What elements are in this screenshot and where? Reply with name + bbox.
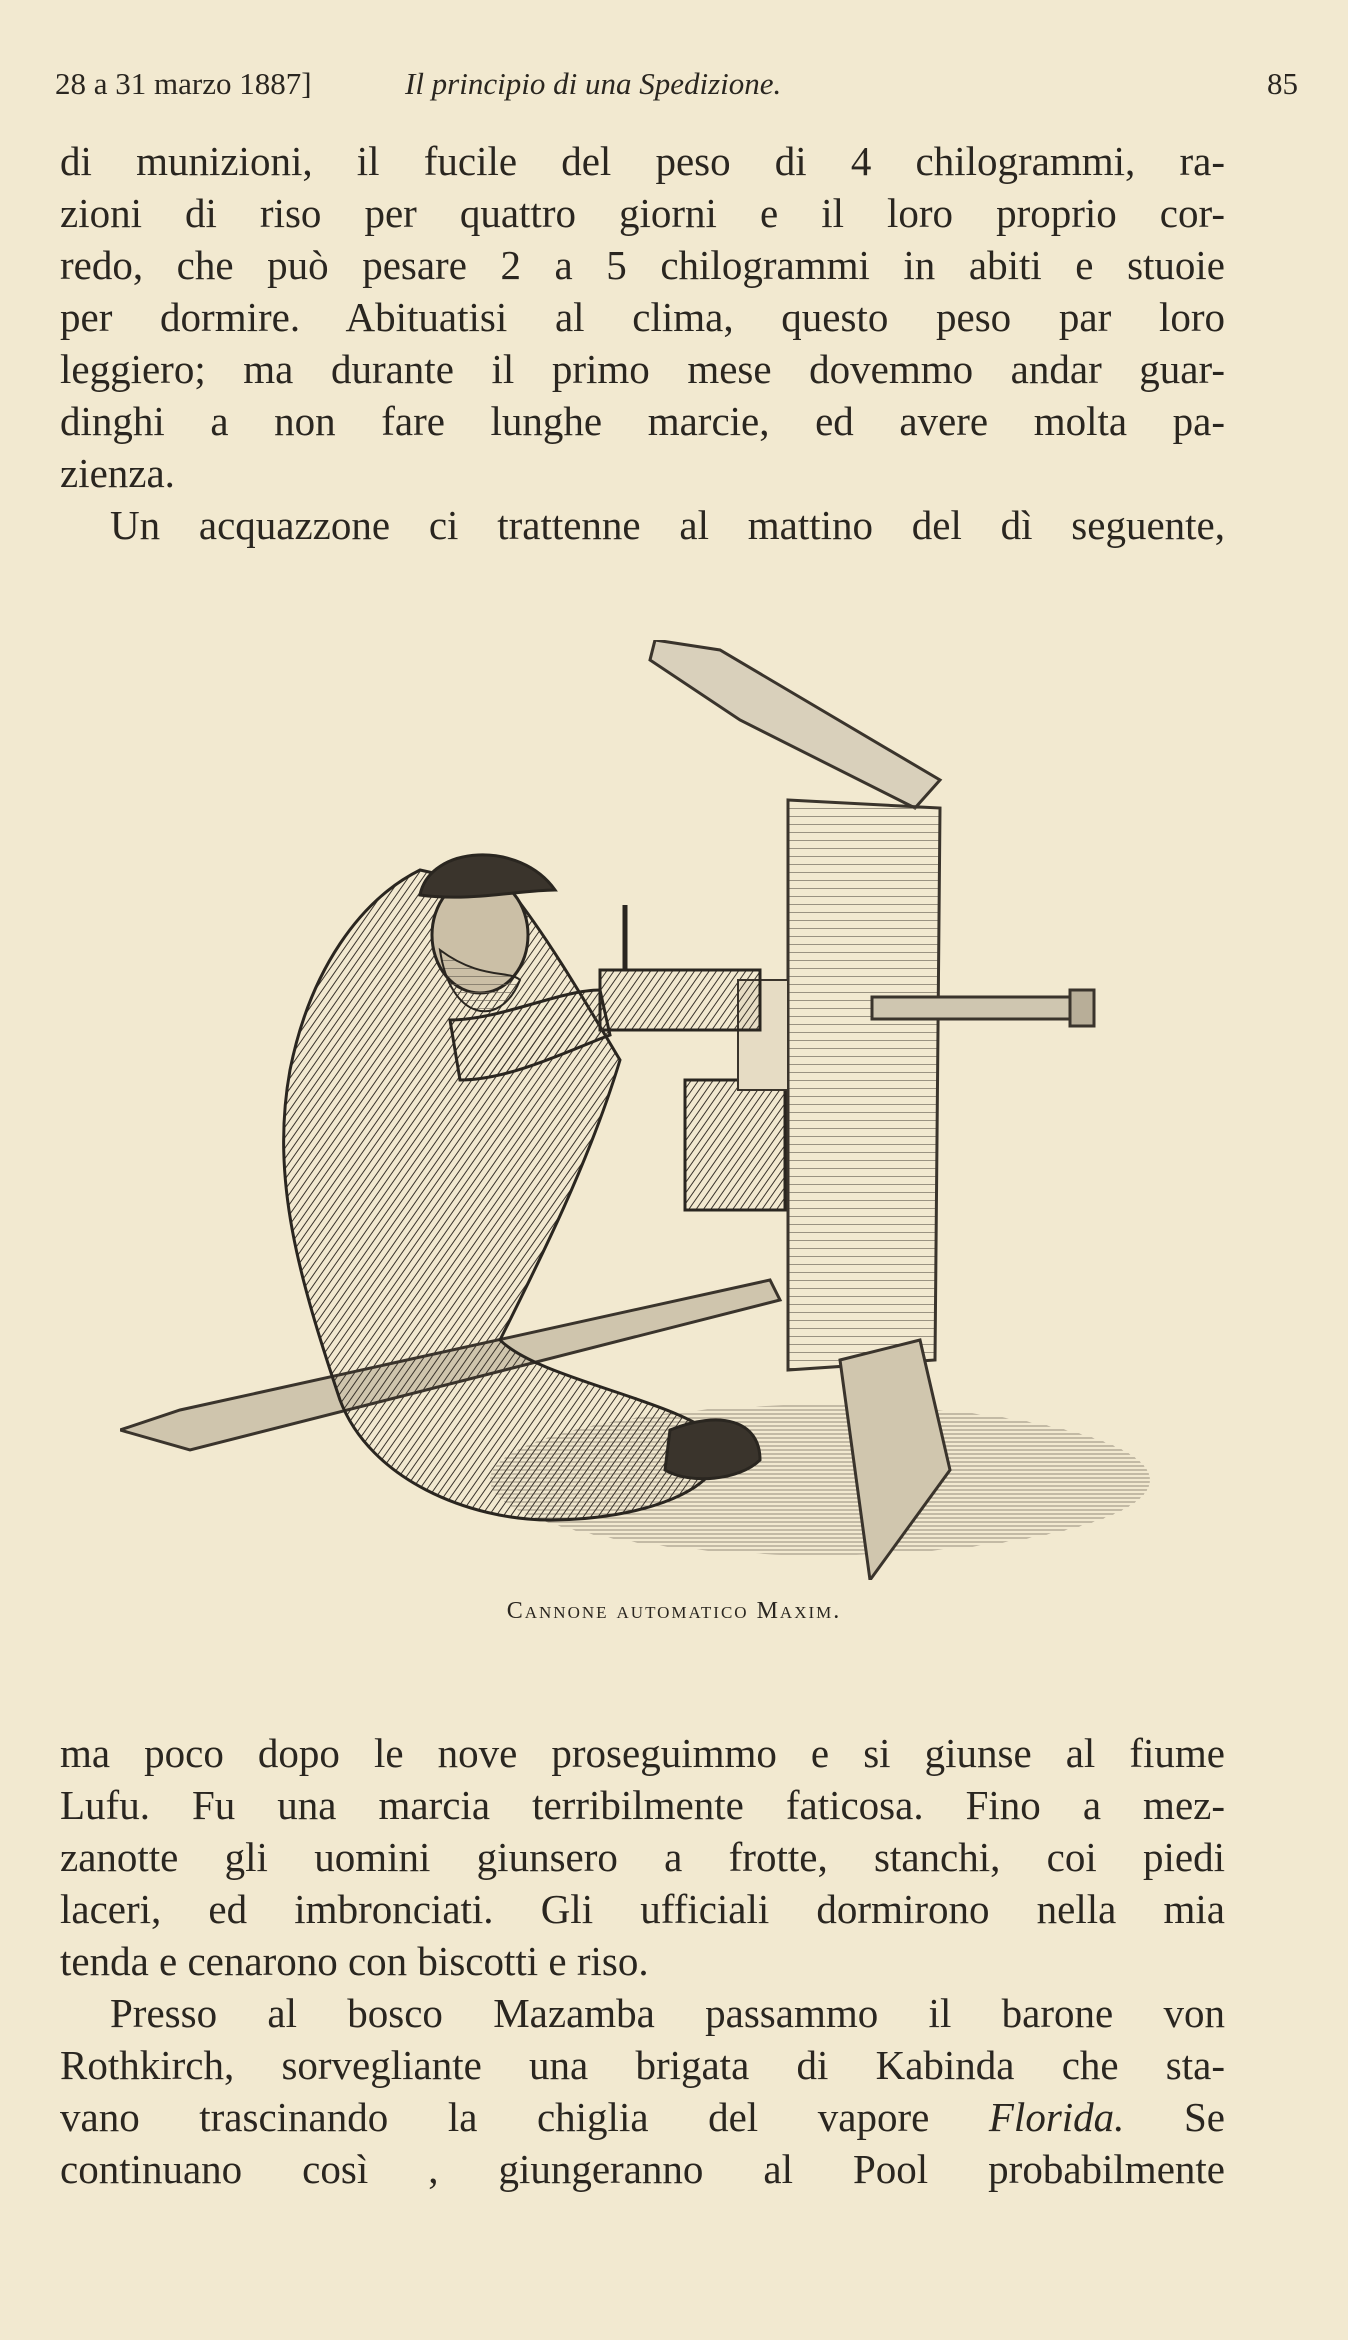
text-line: zanotte gli uomini giunsero a frotte, stanchi, coi piedi xyxy=(60,1834,1225,1880)
text-line: dinghi a non fare lunghe marcie, ed avere molta pa- xyxy=(60,398,1225,444)
text-line-with-ship xyxy=(60,2091,1225,2143)
text-fragment: Se xyxy=(1124,2094,1226,2140)
text-line: di munizioni, il fucile del peso di 4 chilogrammi, ra- xyxy=(60,138,1225,184)
running-header xyxy=(55,66,1303,106)
text-line: ma poco dopo le nove proseguimmo e si giunse al fiume xyxy=(60,1730,1225,1776)
page-number: 85 xyxy=(1267,66,1298,101)
header-date-range: 28 a 31 marzo 1887] xyxy=(55,66,312,101)
bottom-paragraphs xyxy=(60,1727,1225,2195)
text-line: continuano così , giungeranno al Pool probabilmente xyxy=(60,2146,1225,2192)
text-line: laceri, ed imbronciati. Gli ufficiali dormirono nella mia xyxy=(60,1886,1225,1932)
text-line: Un acquazzone ci trattenne al mattino del dì seguente, xyxy=(110,502,1225,548)
text-line: redo, che può pesare 2 a 5 chilogrammi in abiti e stuoie xyxy=(60,242,1225,288)
gunner-boot xyxy=(665,1420,760,1479)
gunner-cap xyxy=(420,855,555,897)
shield-top-plate xyxy=(650,640,940,808)
text-line: Rothkirch, sorvegliante una brigata di Kabinda che sta- xyxy=(60,2042,1225,2088)
gun-receiver xyxy=(600,970,760,1030)
text-line: zioni di riso per quattro giorni e il loro proprio cor- xyxy=(60,190,1225,236)
text-line: leggiero; ma durante il primo mese dovemmo andar guar- xyxy=(60,346,1225,392)
text-line: zienza. xyxy=(60,450,175,496)
text-line: Presso al bosco Mazamba passammo il barone von xyxy=(110,1990,1225,2036)
text-fragment: vano trascinando la chiglia del vapore xyxy=(60,2094,989,2140)
text-line: per dormire. Abituatisi al clima, questo peso par loro xyxy=(60,294,1225,340)
barrel-muzzle xyxy=(1070,990,1094,1026)
text-line: tenda e cenarono con biscotti e riso. xyxy=(60,1938,649,1984)
ship-name: Florida. xyxy=(988,2094,1125,2140)
shield-plate xyxy=(788,800,940,1370)
top-paragraphs xyxy=(60,135,1225,551)
text-line: Lufu. Fu una marcia terribilmente faticosa. Fino a mez- xyxy=(60,1782,1225,1828)
gun-barrel xyxy=(872,997,1072,1019)
ammo-box xyxy=(685,1080,785,1210)
maxim-gun-engraving xyxy=(120,640,1150,1580)
header-chapter-title: Il principio di una Spedizione. xyxy=(405,66,782,101)
figure-caption: Cannone automatico Maxim. xyxy=(506,1598,842,1624)
